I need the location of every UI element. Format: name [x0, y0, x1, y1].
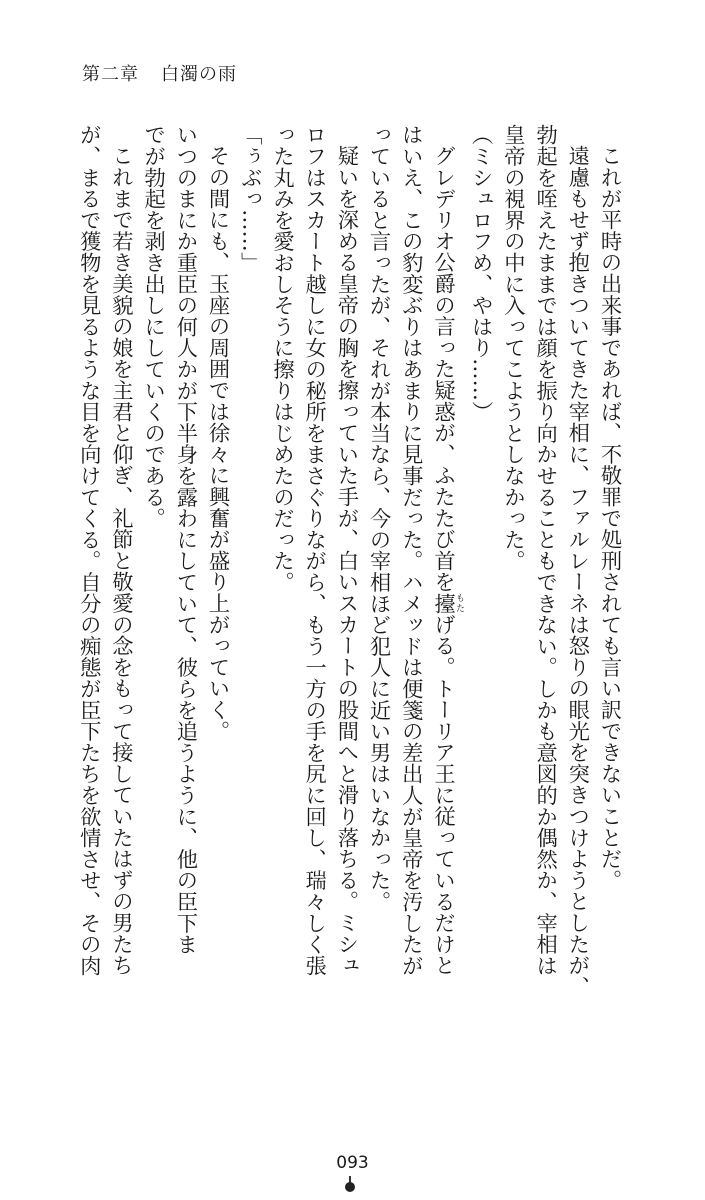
text-segment: グレデリオ公爵の言った疑惑が、ふたたび首を — [430, 145, 456, 593]
running-header — [82, 60, 237, 86]
text-line: っていると言ったが、それが本当なら、今の宰相ほど犯人に近い男はいなかった。 — [366, 124, 392, 913]
text-line: った丸みを愛おしそうに擦りはじめたのだった。 — [269, 124, 295, 593]
text-line: これが平時の出来事であれば、不敬罪で処刑されても言い訳できないことだ。 — [597, 145, 622, 891]
ruby-reading: もた — [453, 592, 464, 614]
ruby-base: 擡 — [430, 592, 456, 614]
text-line: 皇帝の視界の中に入ってこようとしなかった。 — [500, 124, 526, 572]
text-line: でが勃起を剥き出しにしていくのである。 — [140, 124, 166, 529]
text-line: （ミシュロフめ、やはり……） — [468, 124, 494, 423]
chapter-number: 第二章 — [82, 64, 139, 85]
text-line: が、まるで獲物を見るような目を向けてくる。自分の痴態が臣下たちを欲情させ、その肉 — [76, 124, 102, 976]
text-line: 遠慮もせず抱きついてきた宰相に、ファルレーネは怒りの眼光を突きつけようとしたが、 — [564, 145, 590, 998]
page-number: 093 — [336, 1153, 369, 1173]
text-line: はいえ、この豹変ぶりはあまりに見事だった。ハメッドは便箋の差出人が皇帝を汚したが — [398, 124, 424, 976]
text-line: その間にも、玉座の周囲では徐々に興奮が盛り上がっていく。 — [205, 145, 231, 742]
text-line-with-ruby — [426, 124, 464, 1004]
text-line: 「ぅぶっ……」 — [237, 124, 263, 274]
text-line: いつのまにか重臣の何人かが下半身を露わにしていて、彼らを追うように、他の臣下ま — [172, 124, 198, 955]
ruby-word — [430, 592, 464, 614]
text-line: これまで若き美貌の娘を主君と仰ぎ、礼節と敬愛の念をもって接していたはずの男たち — [108, 145, 134, 976]
text-line: 勃起を咥えたままでは顔を振り向かせることもできない。しかも意図的か偶然か、宰相は — [532, 124, 558, 976]
chapter-title: 白濁の雨 — [161, 64, 237, 85]
text-line: 疑いを深める皇帝の胸を擦っていた手が、白いスカートの股間へと滑り落ちる。ミシュ — [333, 145, 359, 976]
text-segment: げる。トーリア王に従っているだけと — [430, 613, 456, 977]
page-marker-dot-icon — [345, 1182, 355, 1192]
text-line: ロフはスカート越しに女の秘所をまさぐりながら、もう一方の手を尻に回し、瑞々しく張 — [301, 124, 327, 976]
body-text — [72, 124, 625, 1004]
